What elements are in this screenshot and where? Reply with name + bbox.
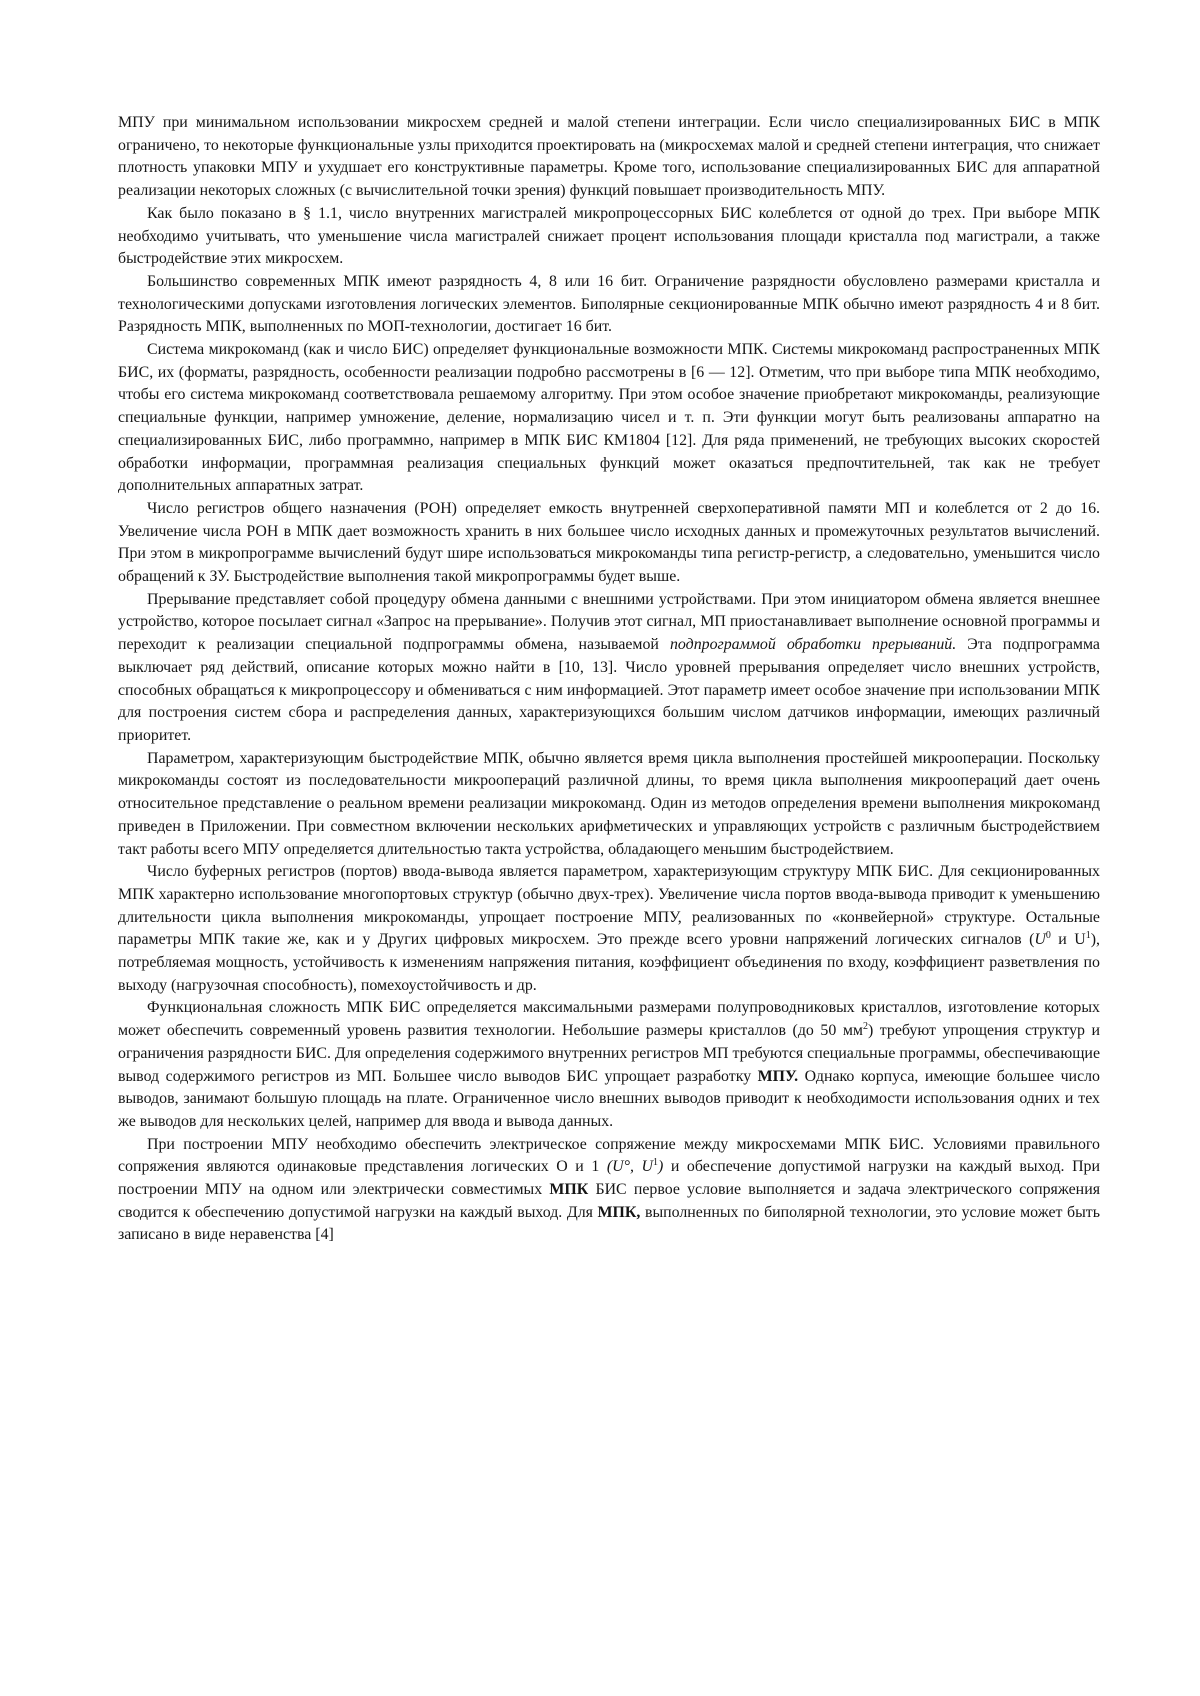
symbol-u-superscript-1: 1 [1085,930,1091,942]
bold-term-mpk-2: МПК, [597,1203,641,1221]
paragraph-9-text-mid: ) требуют упрощения структур и ограничения разрядности БИС. Для определения содержимого внутренних регистров МП требуются специальные программы, обеспечивающие вывод содержимого регистров из МП. Большее число выводов БИС упрощает разработку [118,1022,1100,1085]
paragraph-8-text-after: ), потребляемая мощность, устойчивость к изменениям напряжения питания, коэффициент объединения по входу, коэффициент разветвления по выходу (нагрузочная способность), помехоустойчивость и др. [118,931,1100,994]
paragraph-6-text-after: Эта подпрограмма выключает ряд действий, описание которых можно найти в [10, 13]. Число уровней прерывания определяет число внешних устройств, способных обращаться к микропроцессору и обмениваться с ним информацией. Этот параметр имеет особое значение при использовании МПК для построения систем сбора и распределения данных, характеризующихся большим числом датчиков информации, имеющих различный приоритет. [118,636,1100,744]
bold-term-mpu: МПУ. [757,1067,799,1085]
paragraph-10-text-before: При построении МПУ необходимо обеспечить электрическое сопряжение между микросхемами МПК БИС. Условиями правильного сопряжения являются одинаковые представления логических О и 1 [118,1135,1100,1176]
paragraph-1: МПУ при минимальном использовании микросхем средней и малой степени интеграции. Если число специализированных БИС в МПК ограничено, то некоторые функциональные узлы приходится проектировать на (микросхемах малой и средней степени интеграция, что снижает плотность упаковки МПУ и ухудшает его конструктивные параметры. Кроме того, использование специализированных БИС для аппаратной реализации некоторых сложных (с вычислительной точки зрения) функций повышает производительность МПУ. [118,114,1100,200]
symbol-u-superscript-0: 0 [1045,930,1051,942]
paragraph-9-text-before: Функциональная сложность МПК БИС определяется максимальными размерами полупроводниковых кристаллов, изготовление которых может обеспечить современный уровень развития технологии. Небольшие размеры кристаллов (до 50 мм [118,999,1100,1040]
paragraph-8 [118,861,1100,997]
paragraph-10-text-mid-2: БИС первое условие выполняется и задача электрического сопряжения сводится к обеспечению допустимой нагрузки на каждый выход. Для [118,1181,1101,1221]
paragraph-4: Система микрокоманд (как и число БИС) определяет функциональные возможности МПК. Системы микрокоманд распространенных МПК БИС, их (форматы, разрядность, особенности реализации подробно рассмотрены в [6 — 12]. Отметим, что при выборе типа МПК необходимо, чтобы его система микрокоманд соответствовала решаемому алгоритму. При этом особое значение приобретают микрокоманды, реализующие специальные функции, например умножение, деление, нормализацию чисел и т. п. Эти функции могут быть реализованы аппаратно на специализированных БИС, либо программно, например в МПК БИС КМ1804 [12]. Для ряда применений, не требующих высоких скоростей обработки информации, программная реализация специальных функций может оказаться предпочтительней, так как не требует дополнительных аппаратных затрат. [118,341,1100,495]
paragraph-8-text-before: Число буферных регистров (портов) ввода-вывода является параметром, характеризующим структуру МПК БИС. Для секционированных МПК характерно использование многопортовых структур (обычно двух-трех). Увеличение числа портов ввода-вывода приводит к уменьшению длительности цикла выполнения микрокоманды, упрощает построение МПУ, реализованных по «конвейерной» структуре. Остальные параметры МПК такие же, как и у Других цифровых микросхем. Это прежде всего уровни напряжений логических сигналов ( [118,863,1100,949]
paragraph-10-text-mid-1: и обеспечение допустимой нагрузки на каждый выход. При построении МПУ на одном или электрически совместимых [118,1158,1100,1199]
paragraph-8-text-mid: и U [1050,931,1086,949]
paragraph-6 [118,589,1100,748]
italic-term: подпрограммой обработки прерываний. [669,636,957,654]
symbol-u: U [1034,931,1046,949]
paragraph-10 [118,1134,1100,1248]
paragraph-3: Большинство современных МПК имеют разрядность 4, 8 или 16 бит. Ограничение разрядности обусловлено размерами кристалла и технологическими допусками изготовления логических элементов. Биполярные секционированные МПК обычно имеют разрядность 4 и 8 бит. Разрядность МПК, выполненных по МОП-технологии, достигает 16 бит. [118,272,1100,336]
paragraph-9-text-after: Однако корпуса, имеющие большее число выводов, занимают большую площадь на плате. Ограниченное число внешних выводов приводит к необходимости использования одних и тех же выводов для нескольких целей, например для ввода и вывода данных. [118,1067,1100,1130]
document-page [118,112,1100,1247]
paragraph-2: Как было показано в § 1.1, число внутренних магистралей микропроцессорных БИС колеблется от одной до трех. При выборе МПК необходимо учитывать, что уменьшение числа магистралей снижает процент использования площади кристалла под магистрали, а также быстродействие этих микросхем. [118,204,1100,268]
formula-superscript-1: 1 [653,1157,658,1169]
paragraph-10-text-after: выполненных по биполярной технологии, это условие может быть записано в виде неравенства [4] [118,1203,1100,1244]
formula-close: ) [658,1158,664,1176]
paragraph-5: Число регистров общего назначения (РОН) определяет емкость внутренней сверхоперативной памяти МП и колеблется от 2 до 16. Увеличение числа РОН в МПК дает возможность хранить в них большее число исходных данных и промежуточных результатов вычислений. При этом в микропрограмме вычислений будут шире использоваться микрокоманды типа регистр-регистр, а следовательно, уменьшится число обращений к ЗУ. Быстродействие выполнения такой микропрограммы будет выше. [118,499,1100,586]
paragraph-9 [118,997,1100,1133]
bold-term-mpk-1: МПК [549,1181,589,1199]
paragraph-6-text-before: Прерывание представляет собой процедуру обмена данными с внешними устройствами. При этом инициатором обмена является внешнее устройство, которое посылает сигнал «Запрос на прерывание». Получив этот сигнал, МП приостанавливает выполнение основной программы и переходит к реализации специальной подпрограммы обмена, называемой [118,590,1100,654]
formula-logic-levels: (U°, U [606,1158,653,1176]
paragraph-7: Параметром, характеризующим быстродействие МПК, обычно является время цикла выполнения простейшей микрооперации. Поскольку микрокоманды состоят из последовательности микроопераций различной длины, то время цикла выполнения микроопераций дает очень относительное представление о реальном времени реализации микрокоманд. Один из методов определения времени выполнения микрокоманд приведен в Приложении. При совместном включении нескольких арифметических и управляющих устройств с различным быстродействием такт работы всего МПУ определяется длительностью такта устройства, обладающего меньшим быстродействием. [118,749,1100,858]
unit-superscript-2: 2 [862,1021,868,1033]
